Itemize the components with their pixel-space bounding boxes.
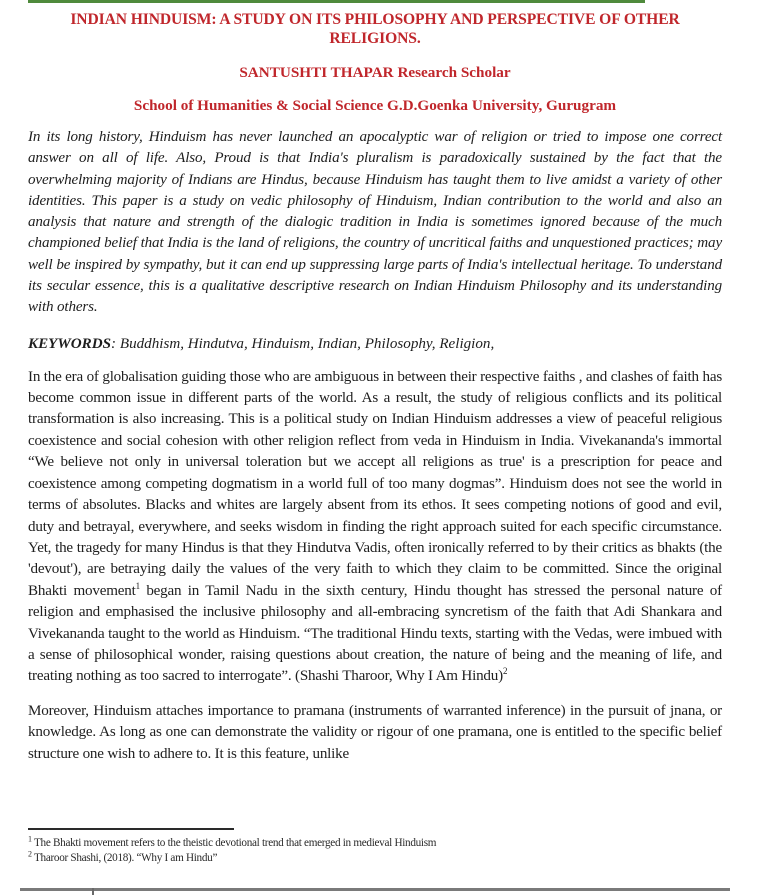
keywords-separator: : (111, 335, 120, 352)
body-paragraph-1-part-2: began in Tamil Nadu in the sixth century, Hindu thought has stressed the personal nature of religion and emphasised the inclusive philosophy and all-embracing syncretism of the faith that Adi Shankara and Vivekananda taught to the world as Hinduism. “The traditional Hindu texts, starting with the Vedas, were imbued with a sense of philosophical wonder, raising questions about creation, the nature of being and the meaning of life, and treating nothing as too sacred to interrogate”. (Shashi Tharoor, Why I Am Hindu) (28, 582, 722, 685)
paper-title: INDIAN HINDUISM: A STUDY ON ITS PHILOSOPHY AND PERSPECTIVE OF OTHER RELIGIONS. (70, 11, 680, 47)
body-paragraph-1 (28, 367, 722, 688)
footnote-1-text: The Bhakti movement refers to the theistic devotional trend that emerged in medieval Hinduism (31, 837, 437, 849)
footnote-separator (28, 828, 234, 830)
affiliation-line: School of Humanities & Social Science G.D.Goenka University, Gurugram (133, 97, 617, 114)
body-paragraph-2: Moreover, Hinduism attaches importance to pramana (instruments of warranted inference) in the pursuit of jnana, or knowledge. As long as one can demonstrate the validity or rigour of one pramana, one is entitled to the specific belief structure one wish to adhere to. It is this feature, unlike (28, 702, 722, 762)
footnote-2-text: Tharoor Shashi, (2018). “Why I am Hindu” (31, 851, 218, 864)
bottom-rule-tick (92, 888, 94, 895)
keywords-line (28, 334, 722, 354)
footnote-ref-1[interactable]: 1 (135, 580, 140, 591)
footnote-2-number: 2 (28, 848, 32, 858)
keywords-list: Buddhism, Hindutva, Hinduism, Indian, Philosophy, Religion, (119, 335, 495, 352)
footnote-ref-2[interactable]: 2 (502, 666, 508, 677)
keywords-label: KEYWORDS (28, 335, 112, 352)
footnote-2 (28, 848, 722, 866)
document-page (28, 10, 722, 765)
footnotes-section (28, 836, 722, 865)
top-green-bar (28, 0, 645, 3)
bottom-page-rule (20, 888, 730, 891)
footnote-1-number: 1 (28, 834, 32, 844)
abstract-paragraph: In its long history, Hinduism has never launched an apocalyptic war of religion or tried to impose one correct answer on all of life. Also, Proud is that India's pluralism is paradoxically sustained by the fact that the overwhelming majority of Indians are Hindus, because Hinduism has taught them to live amidst a variety of other identities. This paper is a study on vedic philosophy of Hinduism, Indian contribution to the world and also an analysis that nature and strength of the dialogic tradition in India is sometimes ignored because of the much championed belief that India is the land of religions, the country of uncritical faiths and unquestioned practices; may well be inspired by sympathy, but it can end up suppressing large parts of India's intellectual heritage. To understand its secular essence, this is a qualitative descriptive research on Indian Hinduism Philosophy and its understanding with others. (28, 129, 722, 316)
footnote-1 (28, 836, 722, 851)
body-paragraph-1-part-1: In the era of globalisation guiding those who are ambiguous in between their respective faiths , and clashes of faith has become common issue in different parts of the world. As a result, the study of religious conflicts and its political transformation is also increasing. This is a political study on Indian Hinduism addresses a view of peaceful religious coexistence and social cohesion with other religion reflect from veda in Hinduism in India. Vivekananda's immortal “We believe not only in universal toleration but we accept all religions as true' is a prescription for peace and coexistence among competing dogmatism in a world full of too many dogmas”. Hinduism does not see the world in terms of absolutes. Blacks and whites are largely absent from its ethos. It sees competing notions of good and evil, duty and betrayal, everywhere, and seeks wisdom in finding the right approach suited for each specific circumstance. Yet, the tragedy for many Hindus is that they Hindutva Vadis, often ironically referred to by their critics as bhakts (the 'devout'), are betraying daily the values of the very faith to which they claim to be committed. Since the original Bhakti movement (28, 368, 722, 599)
author-line: SANTUSHTI THAPAR Research Scholar (239, 64, 511, 81)
